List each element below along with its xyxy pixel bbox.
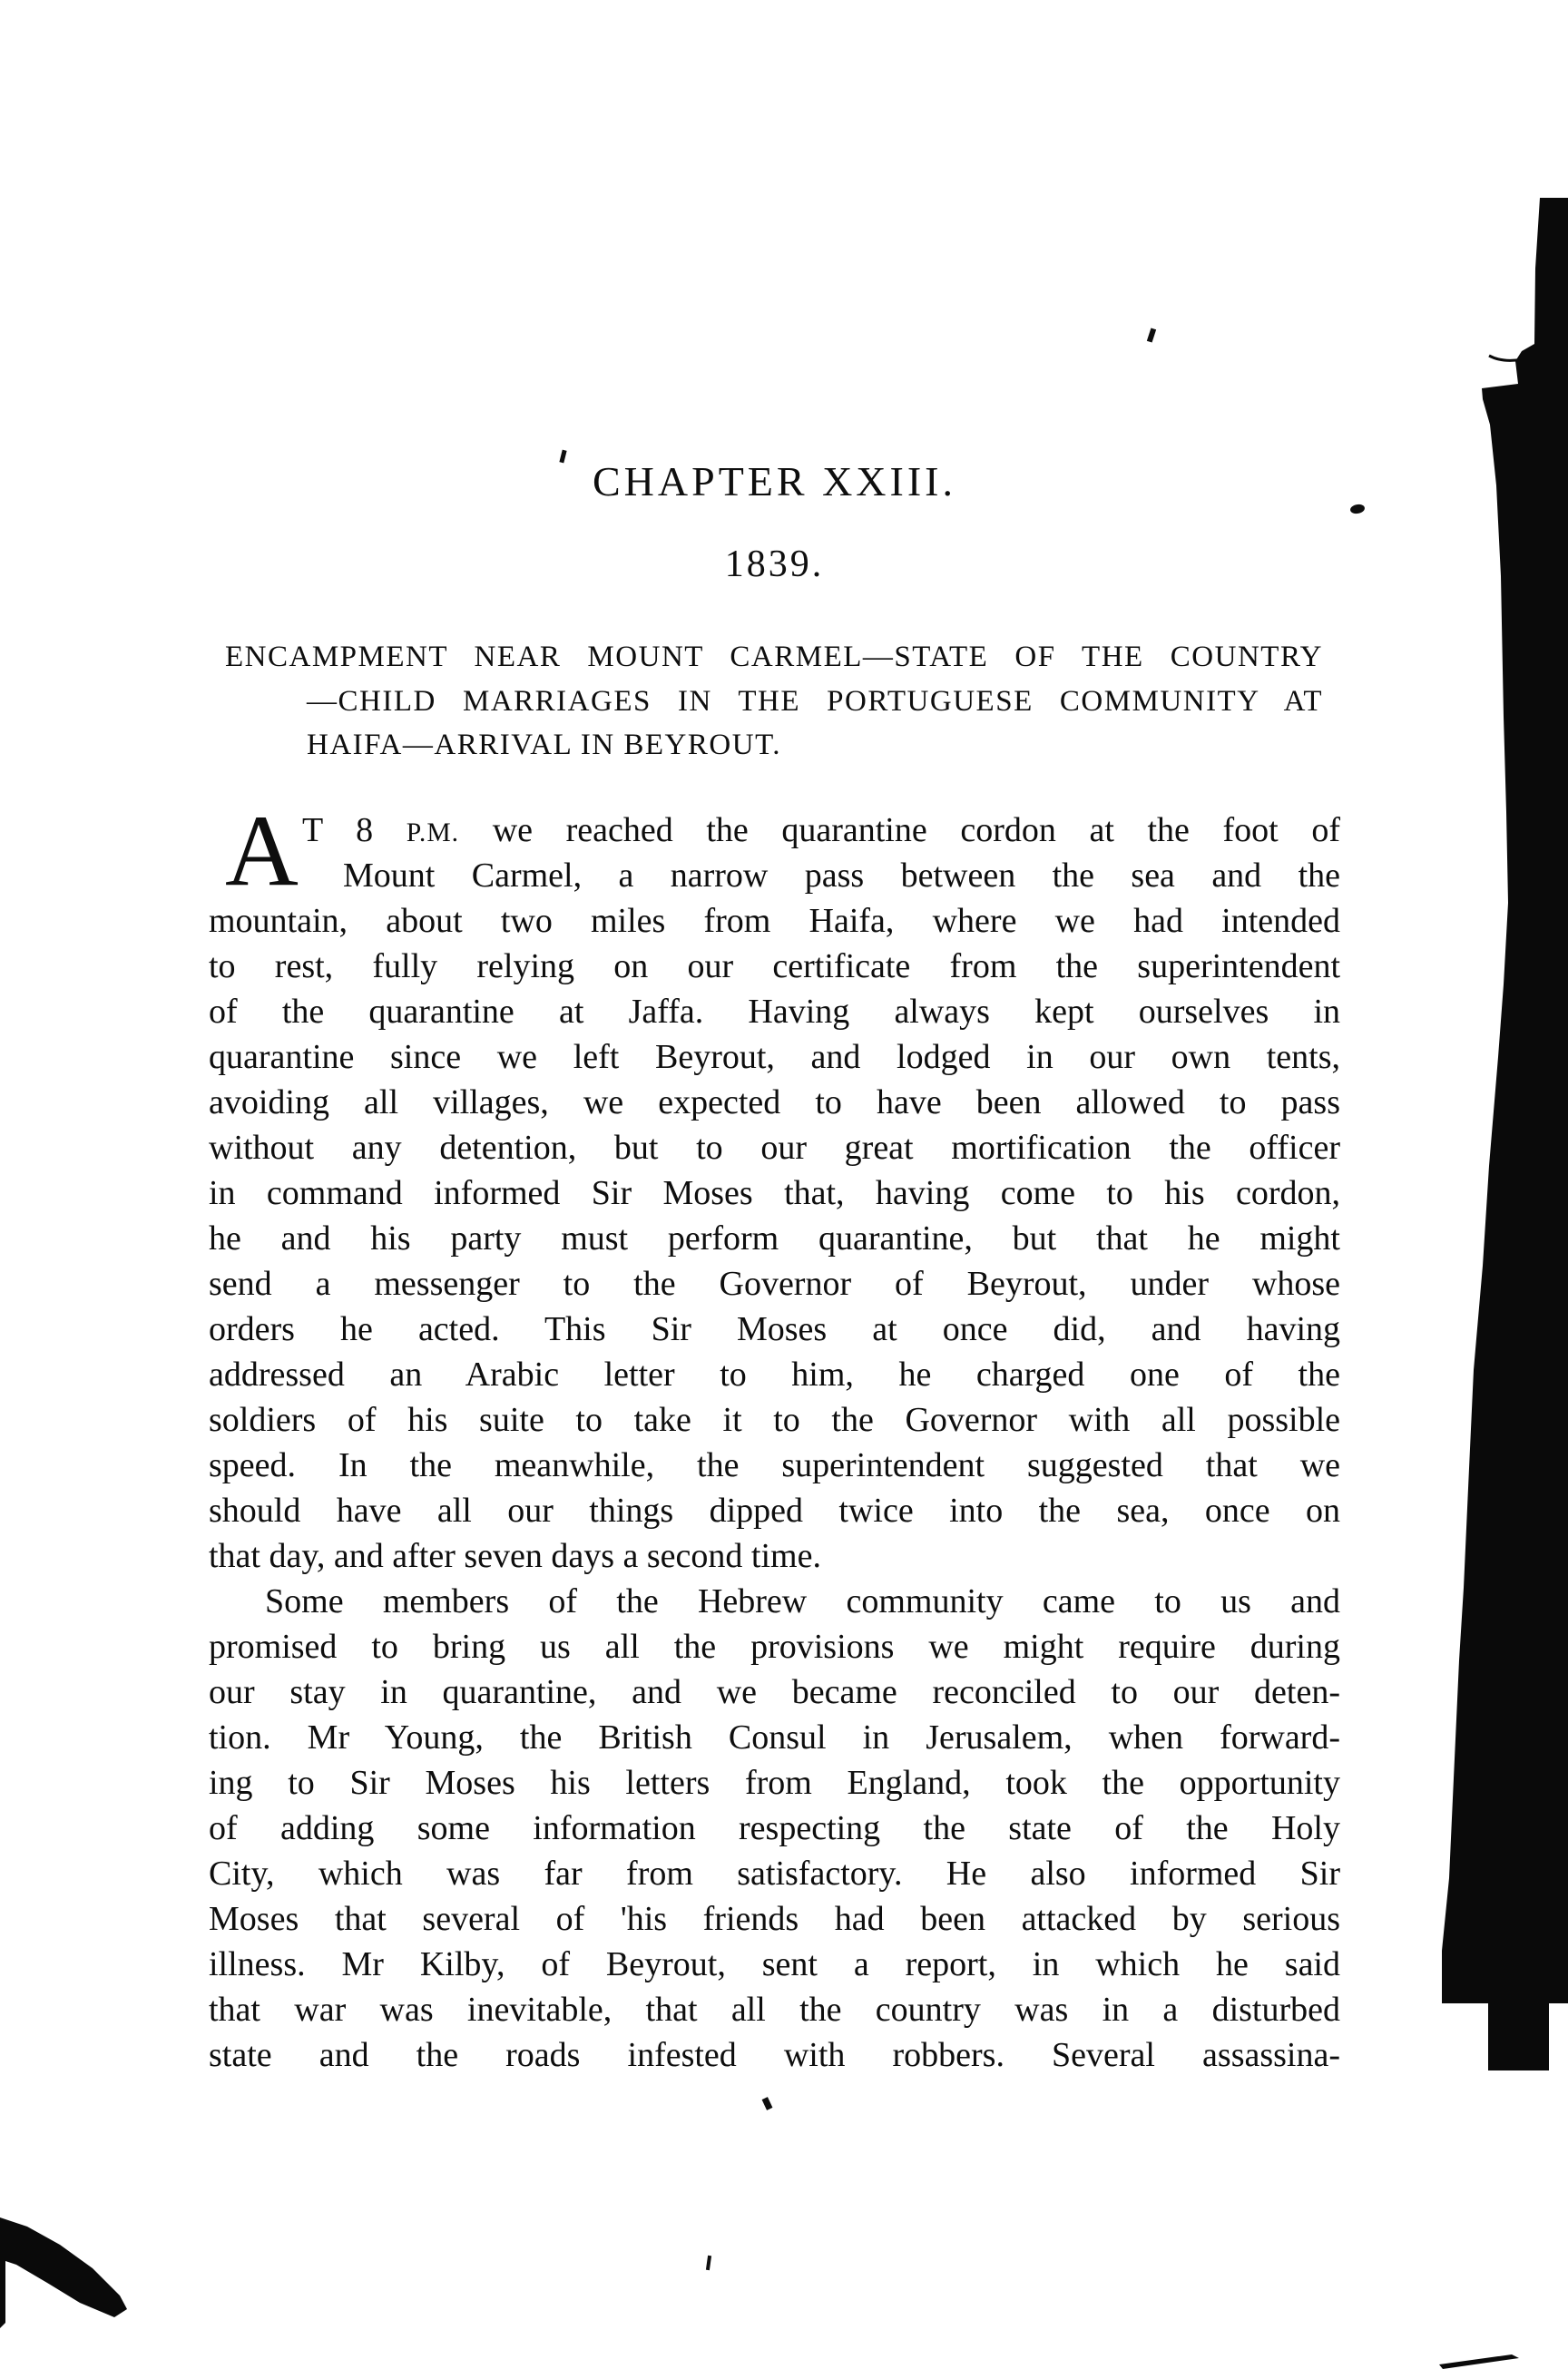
text-line: of the quarantine at Jaffa. Having always kept ourselves in [209, 993, 1340, 1031]
text-line: addressed an Arabic letter to him, he charged one of the [209, 1356, 1340, 1394]
text-line: mountain, about two miles from Haifa, where we had intended [209, 902, 1340, 940]
text-line: our stay in quarantine, and we became reconciled to our deten- [209, 1673, 1340, 1711]
text-line: ing to Sir Moses his letters from England, took the opportunity [209, 1764, 1340, 1802]
text-line: avoiding all villages, we expected to have been allowed to pass [209, 1083, 1340, 1121]
heading-line: —CHILD MARRIAGES IN THE PORTUGUESE COMMUNITY AT [307, 684, 1323, 718]
text-line: in command informed Sir Moses that, having come to his cordon, [209, 1174, 1340, 1212]
small-caps-text: P.M. [406, 818, 460, 847]
chapter-title: CHAPTER XXIII. [593, 458, 956, 504]
scan-corner-artifact [0, 2217, 127, 2328]
text-line: should have all our things dipped twice into the sea, once on [209, 1492, 1340, 1530]
scan-streak-artifact [1439, 2354, 1519, 2369]
text-line: Moses that several of 'his friends had been attacked by serious [209, 1900, 1340, 1938]
text-line: without any detention, but to our great mortification the officer [209, 1129, 1340, 1167]
text-line: he and his party must perform quarantine, but that he might [209, 1219, 1340, 1258]
heading-line: ENCAMPMENT NEAR MOUNT CARMEL—STATE OF THE COUNTRY [225, 641, 1323, 673]
drop-cap-letter: A [225, 795, 299, 907]
text-line: Mount Carmel, a narrow pass between the sea and the [343, 857, 1340, 895]
text-line: speed. In the meanwhile, the superintendent suggested that we [209, 1446, 1340, 1484]
text-line: tion. Mr Young, the British Consul in Jerusalem, when forward- [209, 1718, 1340, 1757]
text-line: promised to bring us all the provisions we might require during [209, 1628, 1340, 1666]
text-line: send a messenger to the Governor of Beyrout, under whose [209, 1265, 1340, 1303]
text-line: T 8 P.M. we reached the quarantine cordon at the foot of [302, 811, 1340, 849]
text-line: quarantine since we left Beyrout, and lodged in our own tents, [209, 1038, 1340, 1076]
text-line: City, which was far from satisfactory. He also informed Sir [209, 1855, 1340, 1893]
chapter-year: 1839. [724, 543, 825, 585]
text-line: that day, and after seven days a second time. [209, 1537, 821, 1575]
text-line: state and the roads infested with robbers. Several assassina- [209, 2036, 1340, 2074]
text-line: orders he acted. This Sir Moses at once did, and having [209, 1310, 1340, 1348]
text-line: illness. Mr Kilby, of Beyrout, sent a report, in which he said [209, 1945, 1340, 1983]
text-line: that war was inevitable, that all the country was in a disturbed [209, 1991, 1340, 2029]
text-line: of adding some information respecting the state of the Holy [209, 1809, 1340, 1847]
scan-edge-artifact-right [1442, 198, 1568, 2070]
text-line: to rest, fully relying on our certificate from the superintendent [209, 947, 1340, 985]
text-line: Some members of the Hebrew community came to us and [265, 1582, 1340, 1620]
heading-line: HAIFA—ARRIVAL IN BEYROUT. [307, 729, 782, 761]
text-line: soldiers of his suite to take it to the Governor with all possible [209, 1401, 1340, 1439]
